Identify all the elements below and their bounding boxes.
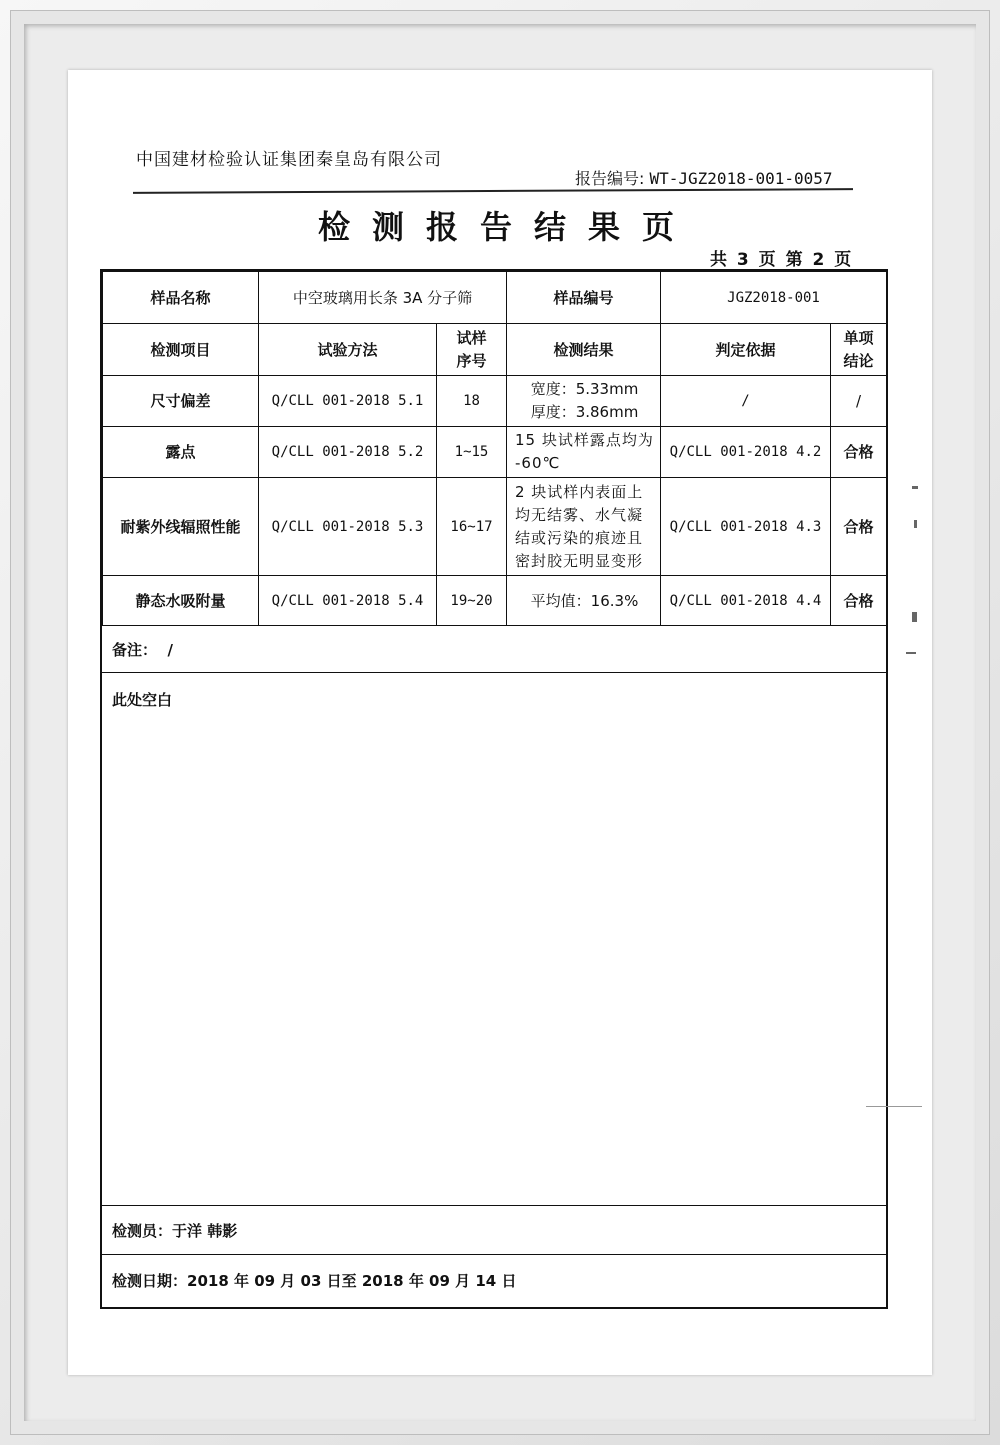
test-method: Q/CLL 001-2018 5.3 — [259, 478, 437, 576]
report-number-value: WT-JGZ2018-001-0057 — [649, 169, 833, 188]
sample-seq: 1~15 — [437, 427, 507, 478]
test-result — [507, 376, 661, 427]
test-result — [507, 478, 661, 576]
sample-id: JGZ2018-001 — [661, 272, 887, 324]
test-result-line: 均无结雾、水气凝 — [515, 505, 644, 524]
remarks — [102, 625, 886, 673]
table-row — [103, 576, 887, 626]
conclusion: 合格 — [831, 478, 887, 576]
report-number — [575, 166, 833, 189]
item-name: 静态水吸附量 — [103, 576, 259, 626]
test-dates-label: 检测日期： — [112, 1272, 188, 1290]
inspector-label: 检测员： — [112, 1222, 173, 1240]
test-result — [507, 576, 661, 626]
blank-notice: 此处空白 — [112, 691, 173, 709]
test-result-line: 结或污染的痕迹且 — [515, 528, 644, 547]
company-name: 中国建材检验认证集团秦皇岛有限公司 — [136, 150, 442, 170]
col-conclusion — [831, 324, 887, 376]
page-count: 共 3 页 第 2 页 — [710, 250, 852, 270]
test-result-line: 15 块试样露点均为 — [515, 431, 654, 449]
judgement-basis: / — [661, 376, 831, 427]
col-seq — [437, 324, 507, 376]
col-seq-line1: 试样 — [456, 328, 487, 347]
test-method: Q/CLL 001-2018 5.4 — [259, 576, 437, 626]
test-result — [507, 427, 661, 478]
conclusion: / — [831, 376, 887, 427]
col-method: 试验方法 — [259, 324, 437, 376]
table-row — [103, 376, 887, 427]
col-basis: 判定依据 — [661, 324, 831, 376]
item-name: 尺寸偏差 — [103, 376, 259, 427]
col-result: 检测结果 — [507, 324, 661, 376]
report-number-label: 报告编号: — [575, 169, 645, 188]
inspector — [102, 1205, 886, 1255]
table-row — [103, 427, 887, 478]
remarks-label: 备注： — [112, 641, 158, 659]
test-result-line: 厚度：3.86mm — [530, 403, 639, 421]
sample-name-label: 样品名称 — [103, 272, 259, 324]
sample-info-row — [103, 272, 887, 324]
col-conclusion-line1: 单项 — [843, 328, 874, 347]
sample-name: 中空玻璃用长条 3A 分子筛 — [259, 272, 507, 324]
test-result-line: -60℃ — [515, 454, 561, 472]
item-name: 露点 — [103, 427, 259, 478]
scan-mark — [914, 520, 917, 528]
sample-id-label: 样品编号 — [507, 272, 661, 324]
test-result-line: 平均值：16.3% — [530, 591, 639, 610]
item-name: 耐紫外线辐照性能 — [103, 478, 259, 576]
sample-seq: 18 — [437, 376, 507, 427]
test-result-line: 密封胶无明显变形 — [515, 551, 644, 570]
scan-mark — [912, 486, 918, 489]
judgement-basis: Q/CLL 001-2018 4.2 — [661, 427, 831, 478]
remarks-value: / — [167, 641, 173, 659]
judgement-basis: Q/CLL 001-2018 4.3 — [661, 478, 831, 576]
test-dates — [112, 1270, 516, 1291]
scan-mark — [866, 1106, 922, 1107]
test-method: Q/CLL 001-2018 5.1 — [259, 376, 437, 427]
conclusion: 合格 — [831, 427, 887, 478]
table-row — [103, 478, 887, 576]
col-seq-line2: 序号 — [456, 351, 487, 370]
conclusion: 合格 — [831, 576, 887, 626]
sample-seq: 19~20 — [437, 576, 507, 626]
results-table — [100, 269, 888, 1309]
scan-mark — [906, 652, 916, 654]
col-item: 检测项目 — [103, 324, 259, 376]
col-conclusion-line2: 结论 — [843, 351, 874, 370]
test-result-line: 宽度：5.33mm — [530, 380, 639, 398]
inspector-names: 于洋 韩影 — [172, 1222, 238, 1240]
test-result-line: 2 块试样内表面上 — [515, 482, 644, 501]
page-title: 检测报告结果页 — [318, 208, 697, 246]
column-header-row — [103, 324, 887, 376]
sample-seq: 16~17 — [437, 478, 507, 576]
test-dates-value: 2018 年 09 月 03 日至 2018 年 09 月 14 日 — [187, 1272, 517, 1290]
test-method: Q/CLL 001-2018 5.2 — [259, 427, 437, 478]
judgement-basis: Q/CLL 001-2018 4.4 — [661, 576, 831, 626]
scan-mark — [912, 612, 917, 622]
